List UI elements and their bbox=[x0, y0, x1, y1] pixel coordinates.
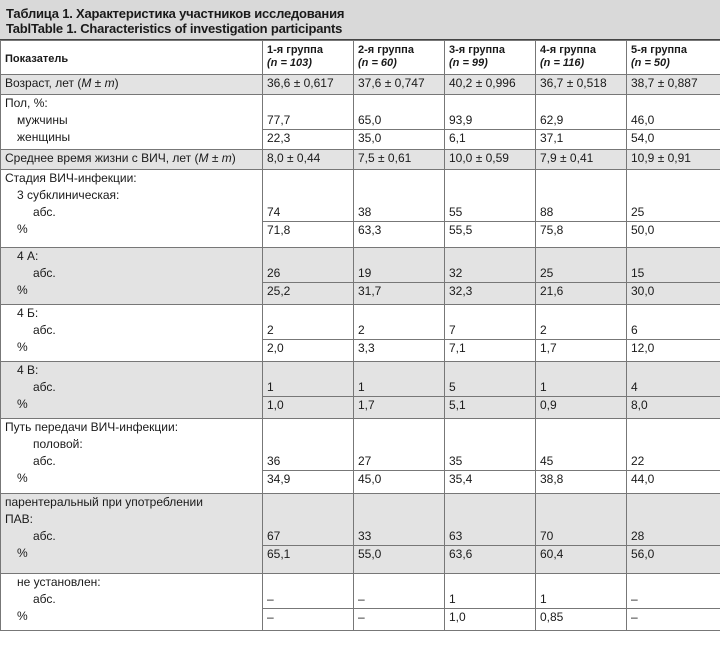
cell-value: 31,7 bbox=[358, 284, 382, 298]
row-label-line: Среднее время жизни с ВИЧ, лет (M ± m) bbox=[5, 151, 236, 165]
value-cell-group-4 bbox=[536, 305, 627, 362]
cell-value: 30,0 bbox=[631, 284, 655, 298]
participants-table bbox=[0, 40, 720, 631]
cell-value bbox=[627, 362, 720, 379]
cell-value bbox=[354, 436, 444, 453]
row-label bbox=[1, 305, 263, 362]
value-cell-group-3 bbox=[445, 305, 536, 362]
cell-value bbox=[627, 436, 720, 453]
cell-value: 0,85 bbox=[540, 610, 564, 624]
row-label-line: 4 Б: bbox=[17, 306, 39, 320]
table-caption bbox=[0, 0, 720, 40]
cell-value: 74 bbox=[263, 204, 353, 222]
cell-value: 35,0 bbox=[358, 131, 382, 145]
value-cell-group-4 bbox=[536, 574, 627, 631]
cell-value: 37,6 ± 0,747 bbox=[358, 76, 425, 90]
header-group-5 bbox=[627, 41, 720, 75]
cell-value: 50,0 bbox=[631, 223, 655, 237]
table-row bbox=[1, 419, 720, 494]
cell-value: 1,7 bbox=[358, 398, 375, 412]
cell-value: – bbox=[627, 591, 720, 609]
cell-value: 45,0 bbox=[358, 472, 382, 486]
cell-value: 1,7 bbox=[540, 341, 557, 355]
cell-value bbox=[263, 248, 353, 265]
cell-value: 1 bbox=[536, 591, 626, 609]
cell-value: 2,0 bbox=[267, 341, 284, 355]
row-label-line: % bbox=[17, 397, 28, 411]
cell-value: 36 bbox=[263, 453, 353, 471]
cell-value bbox=[627, 511, 720, 528]
value-cell-group-2 bbox=[354, 362, 445, 419]
row-label bbox=[1, 248, 263, 305]
value-cell-group-2 bbox=[354, 95, 445, 150]
cell-value: 63 bbox=[445, 528, 535, 546]
value-cell-group-1 bbox=[263, 574, 354, 631]
row-label-line: женщины bbox=[17, 130, 71, 144]
value-cell-group-4 bbox=[536, 170, 627, 248]
cell-value bbox=[263, 362, 353, 379]
cell-value bbox=[263, 494, 353, 511]
value-cell-group-5 bbox=[627, 150, 720, 170]
cell-value: – bbox=[267, 610, 274, 624]
value-cell-group-1 bbox=[263, 95, 354, 150]
cell-value: 46,0 bbox=[627, 112, 720, 130]
cell-value bbox=[536, 419, 626, 436]
cell-value: 88 bbox=[536, 204, 626, 222]
cell-value bbox=[536, 248, 626, 265]
cell-value: 65,1 bbox=[267, 547, 291, 561]
value-cell-group-5 bbox=[627, 362, 720, 419]
cell-value: 10,9 ± 0,91 bbox=[631, 151, 691, 165]
cell-value: 63,3 bbox=[358, 223, 382, 237]
cell-value: 8,0 ± 0,44 bbox=[267, 151, 321, 165]
cell-value: 93,9 bbox=[445, 112, 535, 130]
cell-value bbox=[536, 95, 626, 112]
cell-value: 62,9 bbox=[536, 112, 626, 130]
cell-value bbox=[263, 419, 353, 436]
row-label-line: Возраст, лет (M ± m) bbox=[5, 76, 119, 90]
table-row bbox=[1, 248, 720, 305]
cell-value: 36,7 ± 0,518 bbox=[540, 76, 607, 90]
value-cell-group-1 bbox=[263, 494, 354, 574]
cell-value: 1,0 bbox=[449, 610, 466, 624]
value-cell-group-5 bbox=[627, 248, 720, 305]
cell-value: 34,9 bbox=[267, 472, 291, 486]
value-cell-group-5 bbox=[627, 574, 720, 631]
value-cell-group-2 bbox=[354, 574, 445, 631]
cell-value bbox=[536, 187, 626, 204]
cell-value: 5,1 bbox=[449, 398, 466, 412]
row-label-line: абс. bbox=[33, 529, 56, 543]
header-group-name: 3-я группа bbox=[449, 44, 505, 56]
cell-value: 63,6 bbox=[449, 547, 473, 561]
cell-value bbox=[627, 574, 720, 591]
cell-value bbox=[354, 362, 444, 379]
value-cell-group-4 bbox=[536, 75, 627, 95]
cell-value bbox=[354, 248, 444, 265]
cell-value bbox=[354, 305, 444, 322]
cell-value bbox=[354, 419, 444, 436]
cell-value: 37,1 bbox=[540, 131, 564, 145]
value-cell-group-4 bbox=[536, 494, 627, 574]
cell-value bbox=[536, 574, 626, 591]
cell-value: – bbox=[354, 591, 444, 609]
value-cell-group-5 bbox=[627, 95, 720, 150]
value-cell-group-4 bbox=[536, 362, 627, 419]
header-group-n: (n = 103) bbox=[267, 57, 312, 69]
cell-value: 35,4 bbox=[449, 472, 473, 486]
value-cell-group-2 bbox=[354, 494, 445, 574]
cell-value bbox=[445, 494, 535, 511]
row-label bbox=[1, 362, 263, 419]
cell-value: 22,3 bbox=[267, 131, 291, 145]
value-cell-group-2 bbox=[354, 305, 445, 362]
value-cell-group-1 bbox=[263, 75, 354, 95]
cell-value: 26 bbox=[263, 265, 353, 283]
cell-value: 28 bbox=[627, 528, 720, 546]
cell-value bbox=[263, 574, 353, 591]
row-label-line: Пол, %: bbox=[5, 96, 48, 110]
header-group-4 bbox=[536, 41, 627, 75]
cell-value: 10,0 ± 0,59 bbox=[449, 151, 509, 165]
value-cell-group-4 bbox=[536, 419, 627, 494]
value-cell-group-1 bbox=[263, 150, 354, 170]
cell-value bbox=[627, 305, 720, 322]
row-label bbox=[1, 170, 263, 248]
row-label-line: % bbox=[17, 283, 28, 297]
cell-value: 54,0 bbox=[631, 131, 655, 145]
value-cell-group-2 bbox=[354, 170, 445, 248]
value-cell-group-3 bbox=[445, 362, 536, 419]
value-cell-group-1 bbox=[263, 305, 354, 362]
header-group-2 bbox=[354, 41, 445, 75]
row-label-line: Стадия ВИЧ-инфекции: bbox=[5, 171, 137, 185]
header-group-name: 5-я группа bbox=[631, 44, 687, 56]
cell-value: 3,3 bbox=[358, 341, 375, 355]
value-cell-group-4 bbox=[536, 248, 627, 305]
cell-value bbox=[627, 170, 720, 187]
value-cell-group-3 bbox=[445, 248, 536, 305]
row-label-line: не установлен: bbox=[17, 575, 101, 589]
cell-value bbox=[445, 305, 535, 322]
cell-value: 45 bbox=[536, 453, 626, 471]
cell-value bbox=[445, 574, 535, 591]
row-label-line: абс. bbox=[33, 266, 56, 280]
cell-value: 38,7 ± 0,887 bbox=[631, 76, 698, 90]
value-cell-group-1 bbox=[263, 419, 354, 494]
value-cell-group-5 bbox=[627, 170, 720, 248]
cell-value bbox=[354, 511, 444, 528]
cell-value: 21,6 bbox=[540, 284, 564, 298]
row-label bbox=[1, 95, 263, 150]
value-cell-group-3 bbox=[445, 494, 536, 574]
cell-value: – bbox=[631, 610, 638, 624]
cell-value bbox=[627, 419, 720, 436]
cell-value bbox=[263, 511, 353, 528]
cell-value: 4 bbox=[627, 379, 720, 397]
header-group-3 bbox=[445, 41, 536, 75]
cell-value: 19 bbox=[354, 265, 444, 283]
cell-value: 1 bbox=[354, 379, 444, 397]
cell-value bbox=[627, 95, 720, 112]
value-cell-group-5 bbox=[627, 305, 720, 362]
header-group-n: (n = 116) bbox=[540, 57, 585, 69]
cell-value: 2 bbox=[263, 322, 353, 340]
cell-value bbox=[445, 362, 535, 379]
cell-value: 0,9 bbox=[540, 398, 557, 412]
cell-value: 5 bbox=[445, 379, 535, 397]
row-label bbox=[1, 150, 263, 170]
cell-value: 12,0 bbox=[631, 341, 655, 355]
cell-value: 60,4 bbox=[540, 547, 564, 561]
cell-value: 2 bbox=[354, 322, 444, 340]
cell-value bbox=[627, 494, 720, 511]
cell-value: 38,8 bbox=[540, 472, 564, 486]
header-group-name: 1-я группа bbox=[267, 44, 323, 56]
row-label-line: % bbox=[17, 546, 28, 560]
row-label bbox=[1, 419, 263, 494]
table-row bbox=[1, 305, 720, 362]
cell-value: 71,8 bbox=[267, 223, 291, 237]
cell-value bbox=[354, 187, 444, 204]
cell-value bbox=[445, 436, 535, 453]
cell-value: – bbox=[263, 591, 353, 609]
cell-value: 25 bbox=[536, 265, 626, 283]
row-label-line: % bbox=[17, 222, 28, 236]
row-label-line: абс. bbox=[33, 323, 56, 337]
cell-value bbox=[354, 170, 444, 187]
cell-value: 75,8 bbox=[540, 223, 564, 237]
cell-value: 8,0 bbox=[631, 398, 648, 412]
cell-value bbox=[536, 305, 626, 322]
cell-value: 32 bbox=[445, 265, 535, 283]
value-cell-group-5 bbox=[627, 75, 720, 95]
value-cell-group-3 bbox=[445, 75, 536, 95]
cell-value: 35 bbox=[445, 453, 535, 471]
value-cell-group-2 bbox=[354, 75, 445, 95]
cell-value: 6,1 bbox=[449, 131, 466, 145]
cell-value bbox=[263, 305, 353, 322]
cell-value: 65,0 bbox=[354, 112, 444, 130]
value-cell-group-3 bbox=[445, 95, 536, 150]
header-group-n: (n = 60) bbox=[358, 57, 397, 69]
cell-value bbox=[263, 187, 353, 204]
value-cell-group-2 bbox=[354, 150, 445, 170]
value-cell-group-1 bbox=[263, 248, 354, 305]
cell-value: 1 bbox=[263, 379, 353, 397]
table-row bbox=[1, 170, 720, 248]
table-row bbox=[1, 75, 720, 95]
row-label-line: % bbox=[17, 471, 28, 485]
cell-value: 55,0 bbox=[358, 547, 382, 561]
value-cell-group-5 bbox=[627, 494, 720, 574]
table-row bbox=[1, 150, 720, 170]
cell-value bbox=[445, 511, 535, 528]
caption-line-en: TablTable 1. Characteristics of investigation participants bbox=[6, 21, 343, 36]
row-label-line: абс. bbox=[33, 592, 56, 606]
value-cell-group-3 bbox=[445, 419, 536, 494]
cell-value: 25 bbox=[627, 204, 720, 222]
value-cell-group-4 bbox=[536, 150, 627, 170]
cell-value bbox=[263, 170, 353, 187]
cell-value: 2 bbox=[536, 322, 626, 340]
cell-value: 56,0 bbox=[631, 547, 655, 561]
table-row bbox=[1, 362, 720, 419]
row-label-line: % bbox=[17, 609, 28, 623]
value-cell-group-3 bbox=[445, 574, 536, 631]
header-row bbox=[1, 41, 720, 75]
header-group-n: (n = 50) bbox=[631, 57, 670, 69]
cell-value: 36,6 ± 0,617 bbox=[267, 76, 334, 90]
row-label bbox=[1, 494, 263, 574]
cell-value bbox=[445, 187, 535, 204]
row-label-line: абс. bbox=[33, 205, 56, 219]
cell-value bbox=[354, 574, 444, 591]
cell-value: 70 bbox=[536, 528, 626, 546]
value-cell-group-3 bbox=[445, 150, 536, 170]
cell-value bbox=[536, 170, 626, 187]
row-label-line: абс. bbox=[33, 454, 56, 468]
cell-value bbox=[263, 436, 353, 453]
cell-value: 40,2 ± 0,996 bbox=[449, 76, 516, 90]
row-label-line: абс. bbox=[33, 380, 56, 394]
cell-value: 25,2 bbox=[267, 284, 291, 298]
row-label-line: мужчины bbox=[17, 113, 68, 127]
table-row bbox=[1, 494, 720, 574]
cell-value bbox=[627, 187, 720, 204]
cell-value: 1 bbox=[536, 379, 626, 397]
cell-value bbox=[354, 494, 444, 511]
cell-value: 7,1 bbox=[449, 341, 466, 355]
cell-value: 1,0 bbox=[267, 398, 284, 412]
row-label-line: половой: bbox=[33, 437, 83, 451]
row-label-line: 4 В: bbox=[17, 363, 39, 377]
caption-line-ru: Таблица 1. Характеристика участников исследования bbox=[6, 6, 345, 21]
cell-value: 33 bbox=[354, 528, 444, 546]
row-label bbox=[1, 75, 263, 95]
header-indicator: Показатель bbox=[1, 41, 263, 75]
cell-value: 44,0 bbox=[631, 472, 655, 486]
cell-value: 22 bbox=[627, 453, 720, 471]
cell-value: 6 bbox=[627, 322, 720, 340]
cell-value: 1 bbox=[445, 591, 535, 609]
cell-value bbox=[354, 95, 444, 112]
cell-value: 38 bbox=[354, 204, 444, 222]
row-label-line: % bbox=[17, 340, 28, 354]
cell-value bbox=[627, 248, 720, 265]
row-label-line: Путь передачи ВИЧ-инфекции: bbox=[5, 420, 179, 434]
row-label-line: ПАВ: bbox=[5, 512, 33, 526]
row-label-line: 3 субклиническая: bbox=[17, 188, 120, 202]
value-cell-group-3 bbox=[445, 170, 536, 248]
cell-value: 27 bbox=[354, 453, 444, 471]
value-cell-group-2 bbox=[354, 248, 445, 305]
value-cell-group-5 bbox=[627, 419, 720, 494]
table-row bbox=[1, 574, 720, 631]
cell-value: 15 bbox=[627, 265, 720, 283]
value-cell-group-2 bbox=[354, 419, 445, 494]
cell-value: 55 bbox=[445, 204, 535, 222]
cell-value bbox=[445, 170, 535, 187]
value-cell-group-1 bbox=[263, 362, 354, 419]
cell-value: 55,5 bbox=[449, 223, 473, 237]
cell-value bbox=[536, 436, 626, 453]
row-label-line: 4 А: bbox=[17, 249, 39, 263]
header-group-1 bbox=[263, 41, 354, 75]
cell-value bbox=[536, 494, 626, 511]
cell-value: 7 bbox=[445, 322, 535, 340]
cell-value: 7,5 ± 0,61 bbox=[358, 151, 412, 165]
table-body bbox=[1, 75, 720, 631]
cell-value: 32,3 bbox=[449, 284, 473, 298]
header-group-name: 4-я группа bbox=[540, 44, 596, 56]
cell-value bbox=[263, 95, 353, 112]
value-cell-group-4 bbox=[536, 95, 627, 150]
cell-value: – bbox=[358, 610, 365, 624]
cell-value bbox=[445, 95, 535, 112]
row-label-line: парентеральный при употреблении bbox=[5, 495, 203, 509]
cell-value bbox=[445, 248, 535, 265]
cell-value bbox=[536, 362, 626, 379]
cell-value bbox=[536, 511, 626, 528]
table-row bbox=[1, 95, 720, 150]
row-label bbox=[1, 574, 263, 631]
header-group-n: (n = 99) bbox=[449, 57, 488, 69]
cell-value: 77,7 bbox=[263, 112, 353, 130]
cell-value: 7,9 ± 0,41 bbox=[540, 151, 594, 165]
cell-value: 67 bbox=[263, 528, 353, 546]
value-cell-group-1 bbox=[263, 170, 354, 248]
header-group-name: 2-я группа bbox=[358, 44, 414, 56]
cell-value bbox=[445, 419, 535, 436]
